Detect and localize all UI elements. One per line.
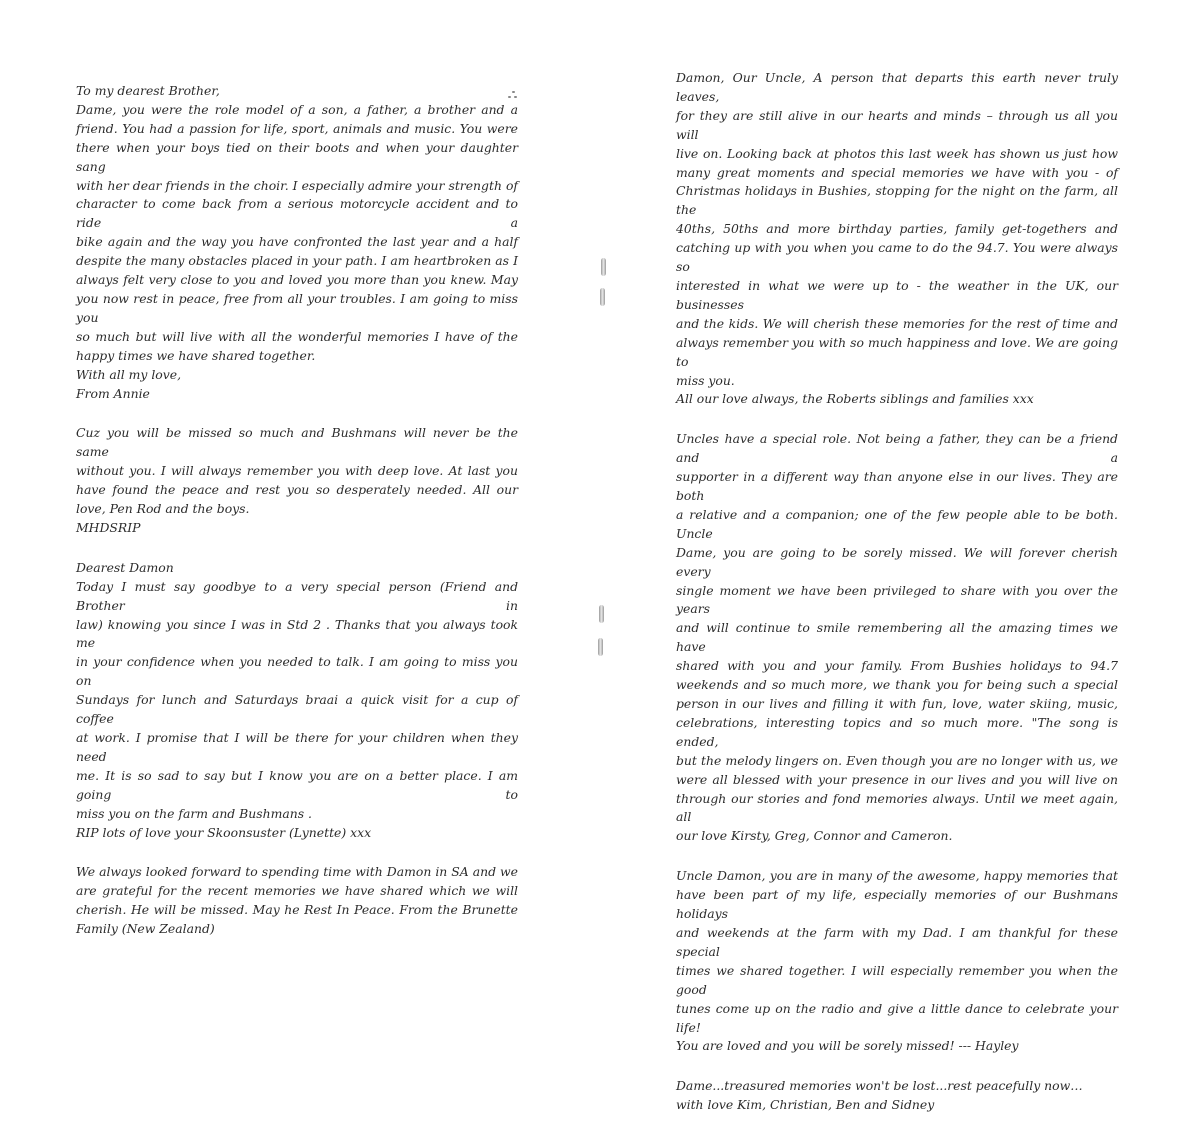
letter-hayley <box>676 867 1118 1056</box>
staple-mark <box>599 605 604 623</box>
staple-mark <box>600 288 605 306</box>
text-line: a relative and a companion; one of the few people able to be both. Uncle <box>676 506 1118 541</box>
text-line: Uncles have a special role. Not being a father, they can be a friend and a <box>676 431 1118 466</box>
text-line: live on. Looking back at photos this last week has shown us just how <box>676 145 1118 161</box>
text-line: with her dear friends in the choir. I especially admire your strength of <box>76 177 518 193</box>
text-line: Family (New Zealand) <box>76 921 215 937</box>
text-line: were all blessed with your presence in our lives and you will live on <box>676 771 1118 787</box>
text-line: Dame, you are going to be sorely missed. We will forever cherish every <box>676 544 1118 579</box>
text-line: our love Kirsty, Greg, Connor and Cameron. <box>676 828 953 844</box>
text-line: have been part of my life, especially memories of our Bushmans holidays <box>676 887 1118 922</box>
text-line: miss you. <box>676 372 735 388</box>
letter-kirsty-greg <box>676 430 1118 846</box>
text-line: tunes come up on the radio and give a little dance to celebrate your life! <box>676 1000 1118 1035</box>
text-line: you now rest in peace, free from all your troubles. I am going to miss you <box>76 290 518 325</box>
text-line: cherish. He will be missed. May he Rest In Peace. From the Brunette <box>76 902 518 918</box>
text-line: catching up with you when you came to do the 94.7. You were always so <box>676 240 1118 275</box>
text-line: and will continue to smile remembering all the amazing times we have <box>676 620 1118 655</box>
left-page <box>76 82 518 960</box>
text-line: law) knowing you since I was in Std 2 . Thanks that you always took me <box>76 616 518 651</box>
text-line: through our stories and fond memories always. Until we meet again, all <box>676 790 1118 825</box>
staple-mark <box>598 638 603 656</box>
text-line: shared with you and your family. From Bushies holidays to 94.7 <box>676 658 1118 674</box>
text-line: To my dearest Brother, <box>76 83 220 98</box>
staple-mark <box>601 258 606 276</box>
text-line: always remember you with so much happiness and love. We are going to <box>676 334 1118 369</box>
text-line: interested in what we were up to - the weather in the UK, our businesses <box>676 277 1118 312</box>
text-line: and weekends at the farm with my Dad. I am thankful for these special <box>676 924 1118 959</box>
text-line: character to come back from a serious motorcycle accident and to ride a <box>76 196 518 231</box>
text-line: without you. I will always remember you with deep love. At last you <box>76 463 518 479</box>
text-line: at work. I promise that I will be there for your children when they need <box>76 730 518 764</box>
text-line: With all my love, <box>76 366 182 382</box>
text-line: with love Kim, Christian, Ben and Sidney <box>676 1097 935 1113</box>
text-line: MHDSRIP <box>76 519 141 535</box>
text-line: times we shared together. I will especially remember you when the good <box>676 962 1118 997</box>
text-line: RIP lots of love your Skoonsuster (Lynette) xxx <box>76 824 372 840</box>
text-line: single moment we have been privileged to share with you over the years <box>676 582 1118 617</box>
scan-speck <box>514 96 517 98</box>
letter-kim-christian <box>676 1077 1118 1115</box>
text-line: despite the many obstacles placed in your path. I am heartbroken as I <box>76 253 518 269</box>
text-line: are grateful for the recent memories we have shared which we will <box>76 883 518 899</box>
text-line: happy times we have shared together. <box>76 347 316 363</box>
text-line: so much but will live with all the wonderful memories I have of the <box>76 328 518 344</box>
text-line: friend. You had a passion for life, sport, animals and music. You were <box>76 120 518 136</box>
letter-lynette <box>76 559 518 843</box>
text-line: We always looked forward to spending time with Damon in SA and we <box>76 864 518 880</box>
text-line: bike again and the way you have confronted the last year and a half <box>76 234 518 250</box>
text-line: celebrations, interesting topics and so much more. "The song is ended, <box>676 714 1118 749</box>
letter-roberts-siblings <box>676 69 1118 409</box>
text-line: Uncle Damon, you are in many of the awesome, happy memories that <box>676 868 1118 884</box>
letter-brunette-family <box>76 863 518 939</box>
text-line: weekends and so much more, we thank you for being such a special <box>676 677 1118 693</box>
text-line: Dearest Damon <box>76 559 174 575</box>
right-page <box>676 69 1118 1136</box>
text-line: many great moments and special memories we have with you - of <box>676 164 1118 180</box>
text-line: Cuz you will be missed so much and Bushmans will never be the same <box>76 425 518 460</box>
text-line: person in our lives and filling it with fun, love, water skiing, music, <box>676 696 1118 711</box>
text-line: me. It is so sad to say but I know you are on a better place. I am going to <box>76 767 518 802</box>
text-line: Christmas holidays in Bushies, stopping for the night on the farm, all the <box>676 183 1118 218</box>
text-line: Today I must say goodbye to a very special person (Friend and Brother in <box>76 578 518 613</box>
text-line: All our love always, the Roberts siblings and families xxx <box>676 391 1034 407</box>
text-line: for they are still alive in our hearts and minds – through us all you will <box>676 107 1118 142</box>
letter-pen-rod <box>76 424 518 537</box>
text-line: but the melody lingers on. Even though you are no longer with us, we <box>676 752 1118 768</box>
letter-annie <box>76 82 518 403</box>
scan-speck <box>508 96 511 98</box>
scan-speck <box>512 91 515 93</box>
text-line: Dame...treasured memories won't be lost...rest peacefully now… <box>676 1078 1083 1094</box>
text-line: supporter in a different way than anyone else in our lives. They are both <box>676 469 1118 504</box>
text-line: miss you on the farm and Bushmans . <box>76 805 312 821</box>
text-line: Sundays for lunch and Saturdays braai a quick visit for a cup of coffee <box>76 692 518 727</box>
text-line: have found the peace and rest you so desperately needed. All our <box>76 482 518 498</box>
text-line: there when your boys tied on their boots and when your daughter sang <box>76 139 518 174</box>
text-line: and the kids. We will cherish these memories for the rest of time and <box>676 315 1118 331</box>
text-line: always felt very close to you and loved you more than you knew. May <box>76 272 518 288</box>
text-line: in your confidence when you needed to talk. I am going to miss you on <box>76 654 518 689</box>
text-line: 40ths, 50ths and more birthday parties, family get-togethers and <box>676 221 1118 237</box>
text-line: Dame, you were the role model of a son, a father, a brother and a <box>76 101 518 117</box>
text-line: Damon, Our Uncle, A person that departs this earth never truly leaves, <box>676 70 1118 104</box>
text-line: love, Pen Rod and the boys. <box>76 501 250 517</box>
text-line: From Annie <box>76 385 150 401</box>
text-line: You are loved and you will be sorely missed! --- Hayley <box>676 1038 1019 1054</box>
